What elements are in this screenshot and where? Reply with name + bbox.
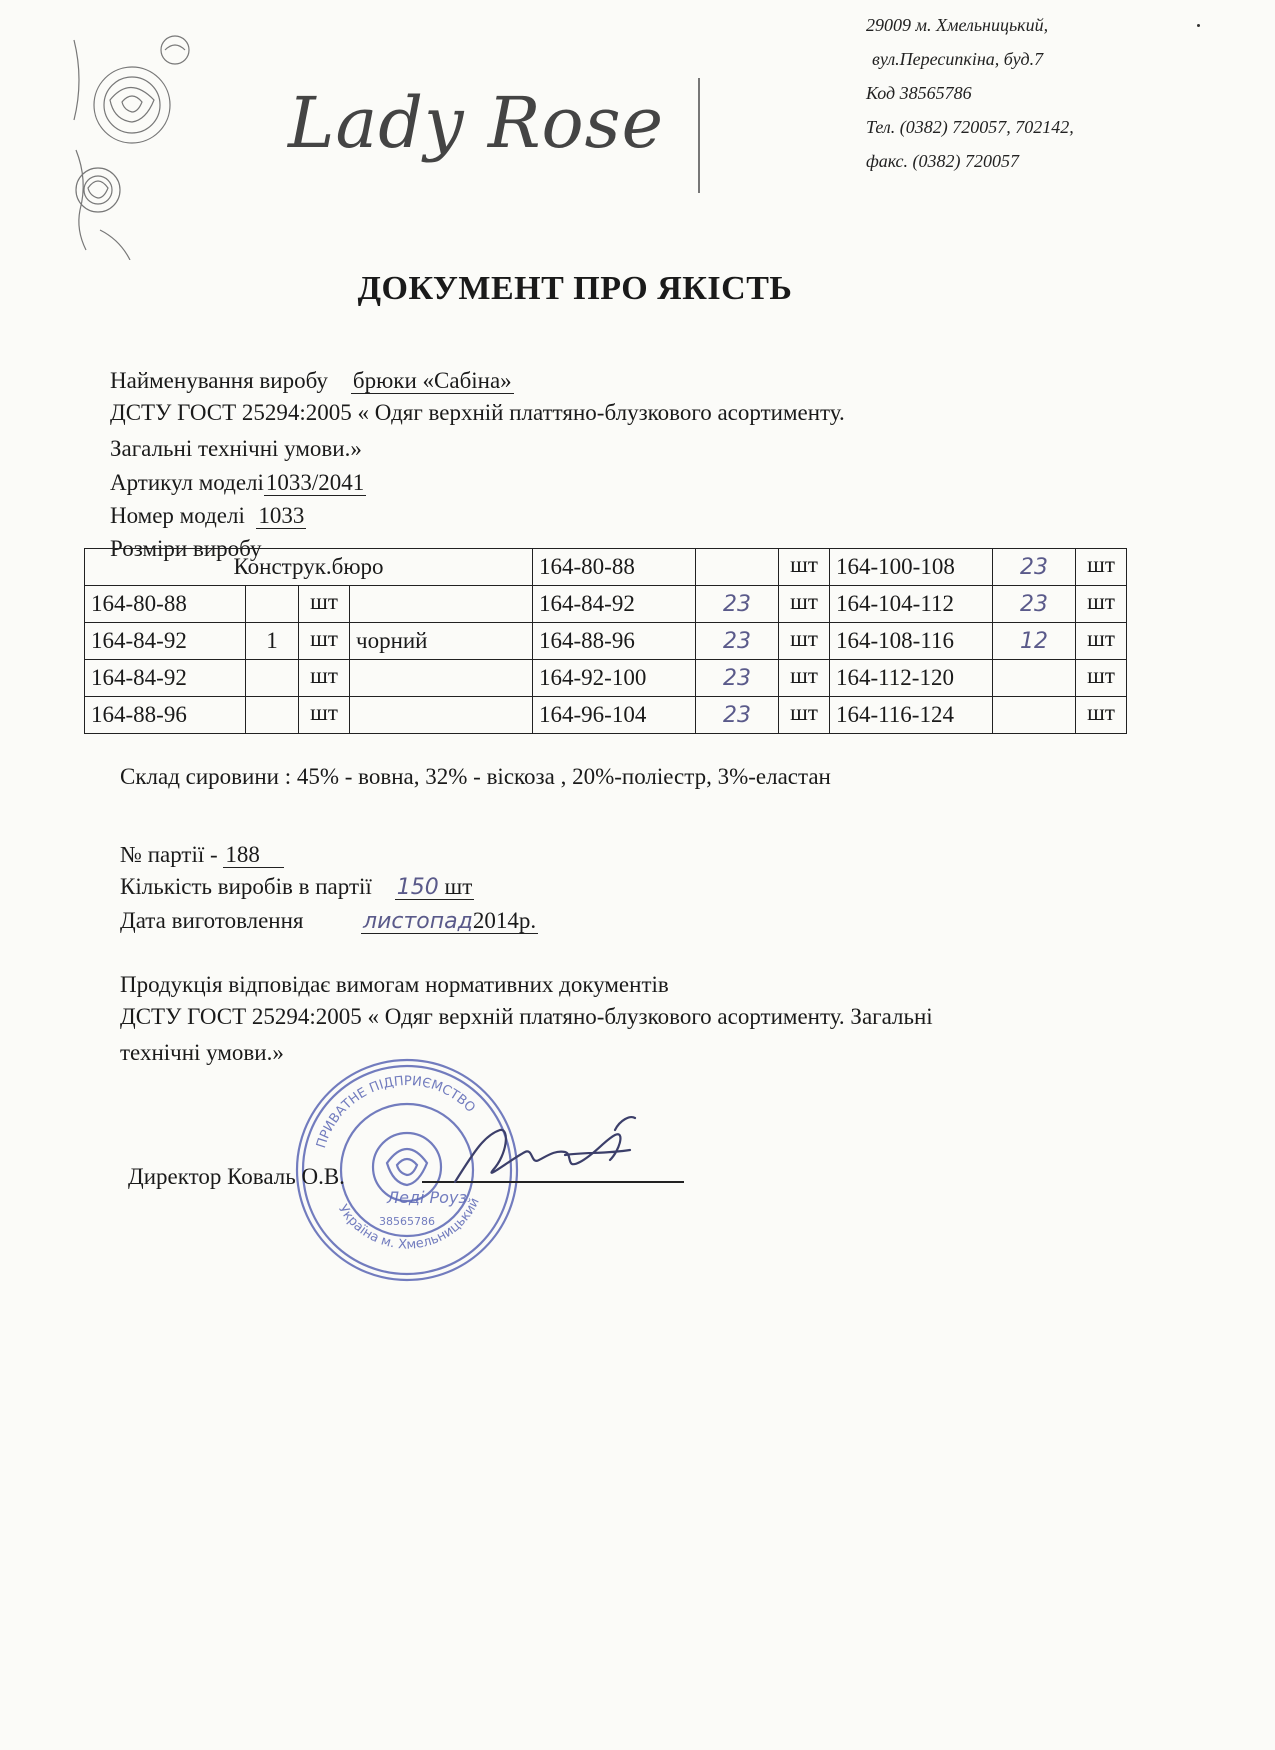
qty-cell [993,660,1076,697]
qty-cell [246,586,299,623]
qty-cell: 23 [993,586,1076,623]
unit-cell: шт [1076,623,1127,660]
rose-decoration [70,30,190,260]
qty-cell: 23 [696,697,779,734]
unit-cell: шт [299,623,350,660]
batch-label: № партії - [120,842,218,867]
count-label: Кількість виробів в партії [120,874,372,899]
color-cell [350,660,533,697]
stamp-name: Леді Роуз [387,1188,467,1207]
date-value-group [361,908,538,934]
date-year: 2014р. [472,908,537,933]
product-name-row [110,368,514,394]
standard-line: Загальні технічні умови.» [110,436,362,461]
qty-cell: 23 [696,623,779,660]
size-cell: 164-108-116 [830,623,993,660]
unit-cell: шт [779,660,830,697]
color-cell [350,586,533,623]
table-row [85,623,1127,660]
qty-cell: 23 [696,660,779,697]
qty-cell [246,697,299,734]
size-cell: 164-84-92 [85,660,246,697]
qty-cell: 1 [246,623,299,660]
model-label: Номер моделі [110,503,245,528]
table-header: Конструк.бюро [85,549,533,586]
standard-line: ДСТУ ГОСТ 25294:2005 « Одяг верхній платтяно-блузкового асортименту. [110,400,845,425]
date-month: листопад [363,909,473,934]
unit-cell: шт [779,549,830,586]
unit-cell: шт [299,660,350,697]
unit-cell: шт [779,623,830,660]
stamp-text-bottom: Україна м. Хмельницький [334,1195,483,1253]
size-cell: 164-116-124 [830,697,993,734]
company-logo: Lady Rose [288,82,665,164]
article-row [110,470,366,496]
compliance-line: ДСТУ ГОСТ 25294:2005 « Одяг верхній платяно-блузкового асортименту. Загальні [120,1004,933,1029]
count-unit: шт [444,874,473,899]
speck [1197,24,1200,27]
qty-cell: 12 [993,623,1076,660]
model-value: 1033 [258,503,305,528]
qty-cell: 23 [696,586,779,623]
unit-cell: шт [1076,697,1127,734]
unit-cell: шт [299,586,350,623]
qty-cell: 23 [993,549,1076,586]
unit-cell: шт [299,697,350,734]
qty-cell [246,660,299,697]
size-cell: 164-88-96 [85,697,246,734]
count-value: 150 [396,875,439,900]
size-cell: 164-84-92 [533,586,696,623]
address-line: Тел. (0382) 720057, 702142, [866,117,1074,137]
document-title: ДОКУМЕНТ ПРО ЯКІСТЬ [357,270,793,307]
unit-cell: шт [1076,549,1127,586]
stamp-code: 38565786 [379,1215,435,1228]
article-label: Артикул моделі [110,470,264,495]
director-label: Директор Коваль О.В. [128,1164,345,1189]
batch-value: 188 [223,842,284,868]
composition-line: Склад сировини : 45% - вовна, 32% - віскоза , 20%-поліестр, 3%-еластан [120,764,831,789]
address-line: вул.Пересипкіна, буд.7 [872,49,1044,69]
table-row [85,586,1127,623]
size-cell: 164-96-104 [533,697,696,734]
size-cell: 164-100-108 [830,549,993,586]
color-cell [350,697,533,734]
size-cell: 164-92-100 [533,660,696,697]
count-value-group [395,874,475,900]
unit-cell: шт [779,697,830,734]
size-cell: 164-88-96 [533,623,696,660]
model-row [110,503,306,529]
count-row [120,874,474,900]
unit-cell: шт [779,586,830,623]
company-address [866,8,1074,178]
unit-cell: шт [1076,586,1127,623]
address-line: факс. (0382) 720057 [866,151,1019,171]
table-row [85,549,1127,586]
batch-row [120,842,284,868]
handwritten-signature [415,1110,655,1200]
compliance-line: технічні умови.» [120,1040,284,1065]
qty-cell [696,549,779,586]
sizes-label: Розміри виробу [110,536,262,561]
size-cell: 164-104-112 [830,586,993,623]
size-cell: 164-84-92 [85,623,246,660]
size-cell: 164-80-88 [533,549,696,586]
compliance-line: Продукція відповідає вимогам нормативних документів [120,972,669,997]
product-label: Найменування виробу [110,368,328,393]
header-divider [698,78,700,193]
product-value: брюки «Сабіна» [352,368,512,393]
stamp-text-top: ПРИВАТНЕ ПІДПРИЄМСТВО [314,1073,478,1151]
unit-cell: шт [1076,660,1127,697]
address-line: Код 38565786 [866,83,972,103]
article-value: 1033/2041 [265,470,365,495]
qty-cell [993,697,1076,734]
size-table [84,548,1127,734]
table-row [85,697,1127,734]
color-cell: чорний [350,623,533,660]
size-cell: 164-112-120 [830,660,993,697]
address-line: 29009 м. Хмельницький, [866,15,1049,35]
table-row [85,660,1127,697]
date-row [120,908,538,934]
size-cell: 164-80-88 [85,586,246,623]
date-label: Дата виготовлення [120,908,304,933]
